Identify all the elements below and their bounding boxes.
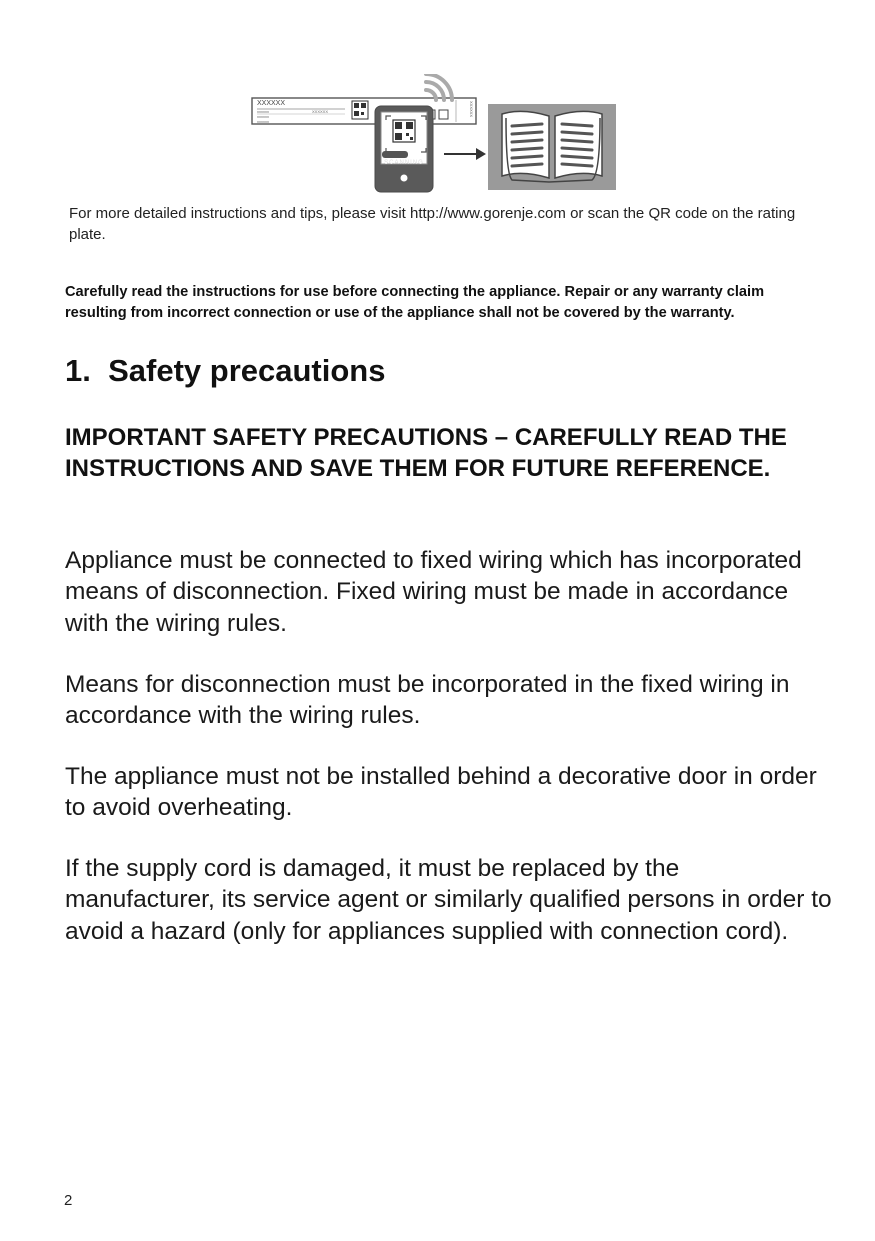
section-heading: [65, 350, 385, 392]
svg-text:xxxxxx: xxxxxx: [257, 109, 269, 114]
qr-code-note: For more detailed instructions and tips, please visit http://www.gorenje.com or scan the QR code on the rating plate.: [69, 205, 796, 243]
paragraph-fixed-wiring: Appliance must be connected to fixed wiring which has incorporated means of disconnection. Fixed wiring must be made in accordance with the wiring rules.: [65, 547, 802, 637]
svg-text:xxxxxx: xxxxxx: [257, 119, 269, 124]
section-number: 1.: [65, 353, 91, 388]
section-title: Safety precautions: [108, 353, 386, 388]
phone-scanning-icon: [375, 106, 433, 192]
plate-side-code: XXXXXX: [469, 101, 474, 118]
plate-sub-code: XXXXXX: [312, 109, 329, 114]
arrow-right-icon: [444, 148, 486, 160]
page-number: 2: [64, 1192, 73, 1209]
svg-text:xxxxxx: xxxxxx: [257, 114, 269, 119]
qr-scan-illustration: [250, 74, 618, 196]
paragraph-supply-cord: If the supply cord is damaged, it must be replaced by the manufacturer, its service agent or similarly qualified persons in order to avoid a hazard (only for appliances supplied with connection cord).: [65, 855, 832, 945]
open-book-icon: [488, 104, 616, 190]
plate-code: XXXXXX: [257, 100, 286, 107]
wifi-signal-icon: [426, 74, 452, 100]
important-safety-heading: IMPORTANT SAFETY PRECAUTIONS – CAREFULLY READ THE INSTRUCTIONS AND SAVE THEM FOR FUTURE REFERENCE.: [65, 424, 787, 482]
paragraph-decorative-door: The appliance must not be installed behind a decorative door in order to avoid overheating.: [65, 763, 817, 822]
rating-plate-icon: [252, 98, 476, 124]
phone-scanning-label: SCANNING: [384, 160, 424, 166]
warranty-warning: Carefully read the instructions for use before connecting the appliance. Repair or any warranty claim resulting from incorrect connection or use of the appliance shall not be covered by the warranty.: [65, 284, 765, 321]
paragraph-disconnection: Means for disconnection must be incorporated in the fixed wiring in accordance with the wiring rules.: [65, 671, 790, 730]
